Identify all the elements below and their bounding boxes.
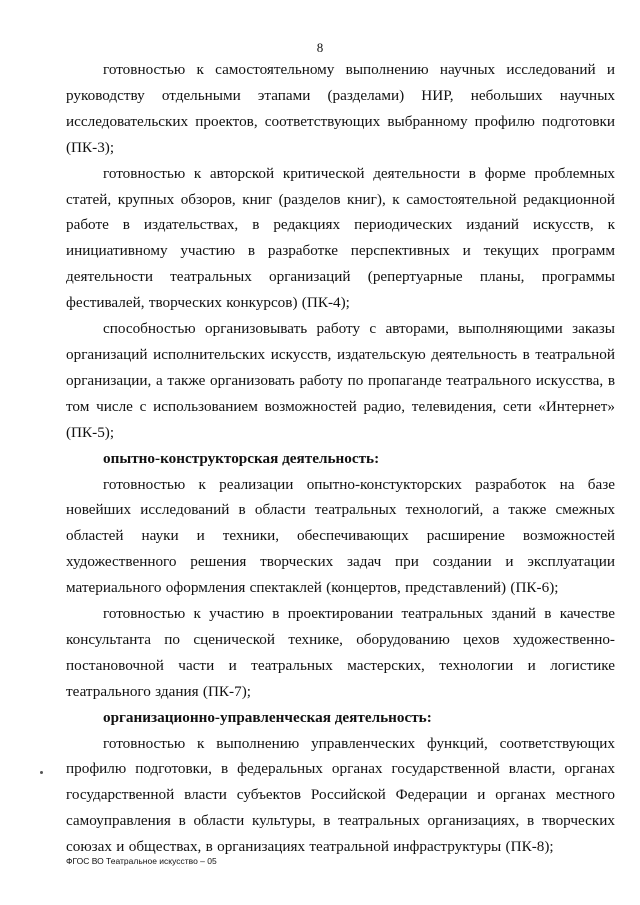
margin-dot-mark bbox=[40, 771, 43, 774]
document-body bbox=[66, 57, 615, 860]
paragraph-pk4: готовностью к авторской критической деятельности в форме проблемных статей, крупных обзоров, книг (разделов книг), к самостоятельной редакционной работе в издательствах, в редакциях периодических изданий искусств, к инициативному участию в разработке перспективных и текущих программ деятельности театральных организаций (репертуарные планы, программы фестивалей, творческих конкурсов) (ПК-4); bbox=[66, 164, 615, 312]
page-number: 8 bbox=[316, 40, 324, 55]
paragraph-pk3: готовностью к самостоятельному выполнению научных исследований и руководству отдельными этапами (разделами) НИР, небольших научных исследовательских проектов, соответствующих выбранному профилю подготовки (ПК-3); bbox=[66, 61, 615, 156]
paragraph-pk8: готовностью к выполнению управленческих функций, соответствующих профилю подготовки, в федеральных органах государственной власти, органах государственной власти субъектов Российской Федерации и органах местного самоуправления в области культуры, в театральных организациях, в творческих союзах и обществах, в организациях театральной инфраструктуры (ПК-8); bbox=[66, 734, 615, 856]
footer-note: ФГОС ВО Театральное искусство – 05 bbox=[66, 856, 217, 866]
section-heading-design: опытно-конструкторская деятельность: bbox=[103, 449, 380, 467]
paragraph-pk6: готовностью к реализации опытно-констукторских разработок на базе новейших исследований в области театральных технологий, а также смежных областей науки и техники, обеспечивающих расширение возможностей художественного решения творческих задач при создании и эксплуатации материального оформления спектаклей (концертов, представлений) (ПК-6); bbox=[66, 475, 615, 597]
section-heading-management: организационно-управленческая деятельность: bbox=[103, 708, 432, 726]
paragraph-pk7: готовностью к участию в проектировании театральных зданий в качестве консультанта по сценической технике, оборудованию цехов художественно-постановочной части и театральных мастерских, технологии и логистике театрального здания (ПК-7); bbox=[66, 605, 615, 700]
paragraph-pk5: способностью организовывать работу с авторами, выполняющими заказы организаций исполнительских искусств, издательскую деятельность в театральной организации, а также организовать работу по пропаганде театрального искусства, в том числе с использованием возможностей радио, телевидения, сети «Интернет» (ПК-5); bbox=[66, 320, 615, 441]
